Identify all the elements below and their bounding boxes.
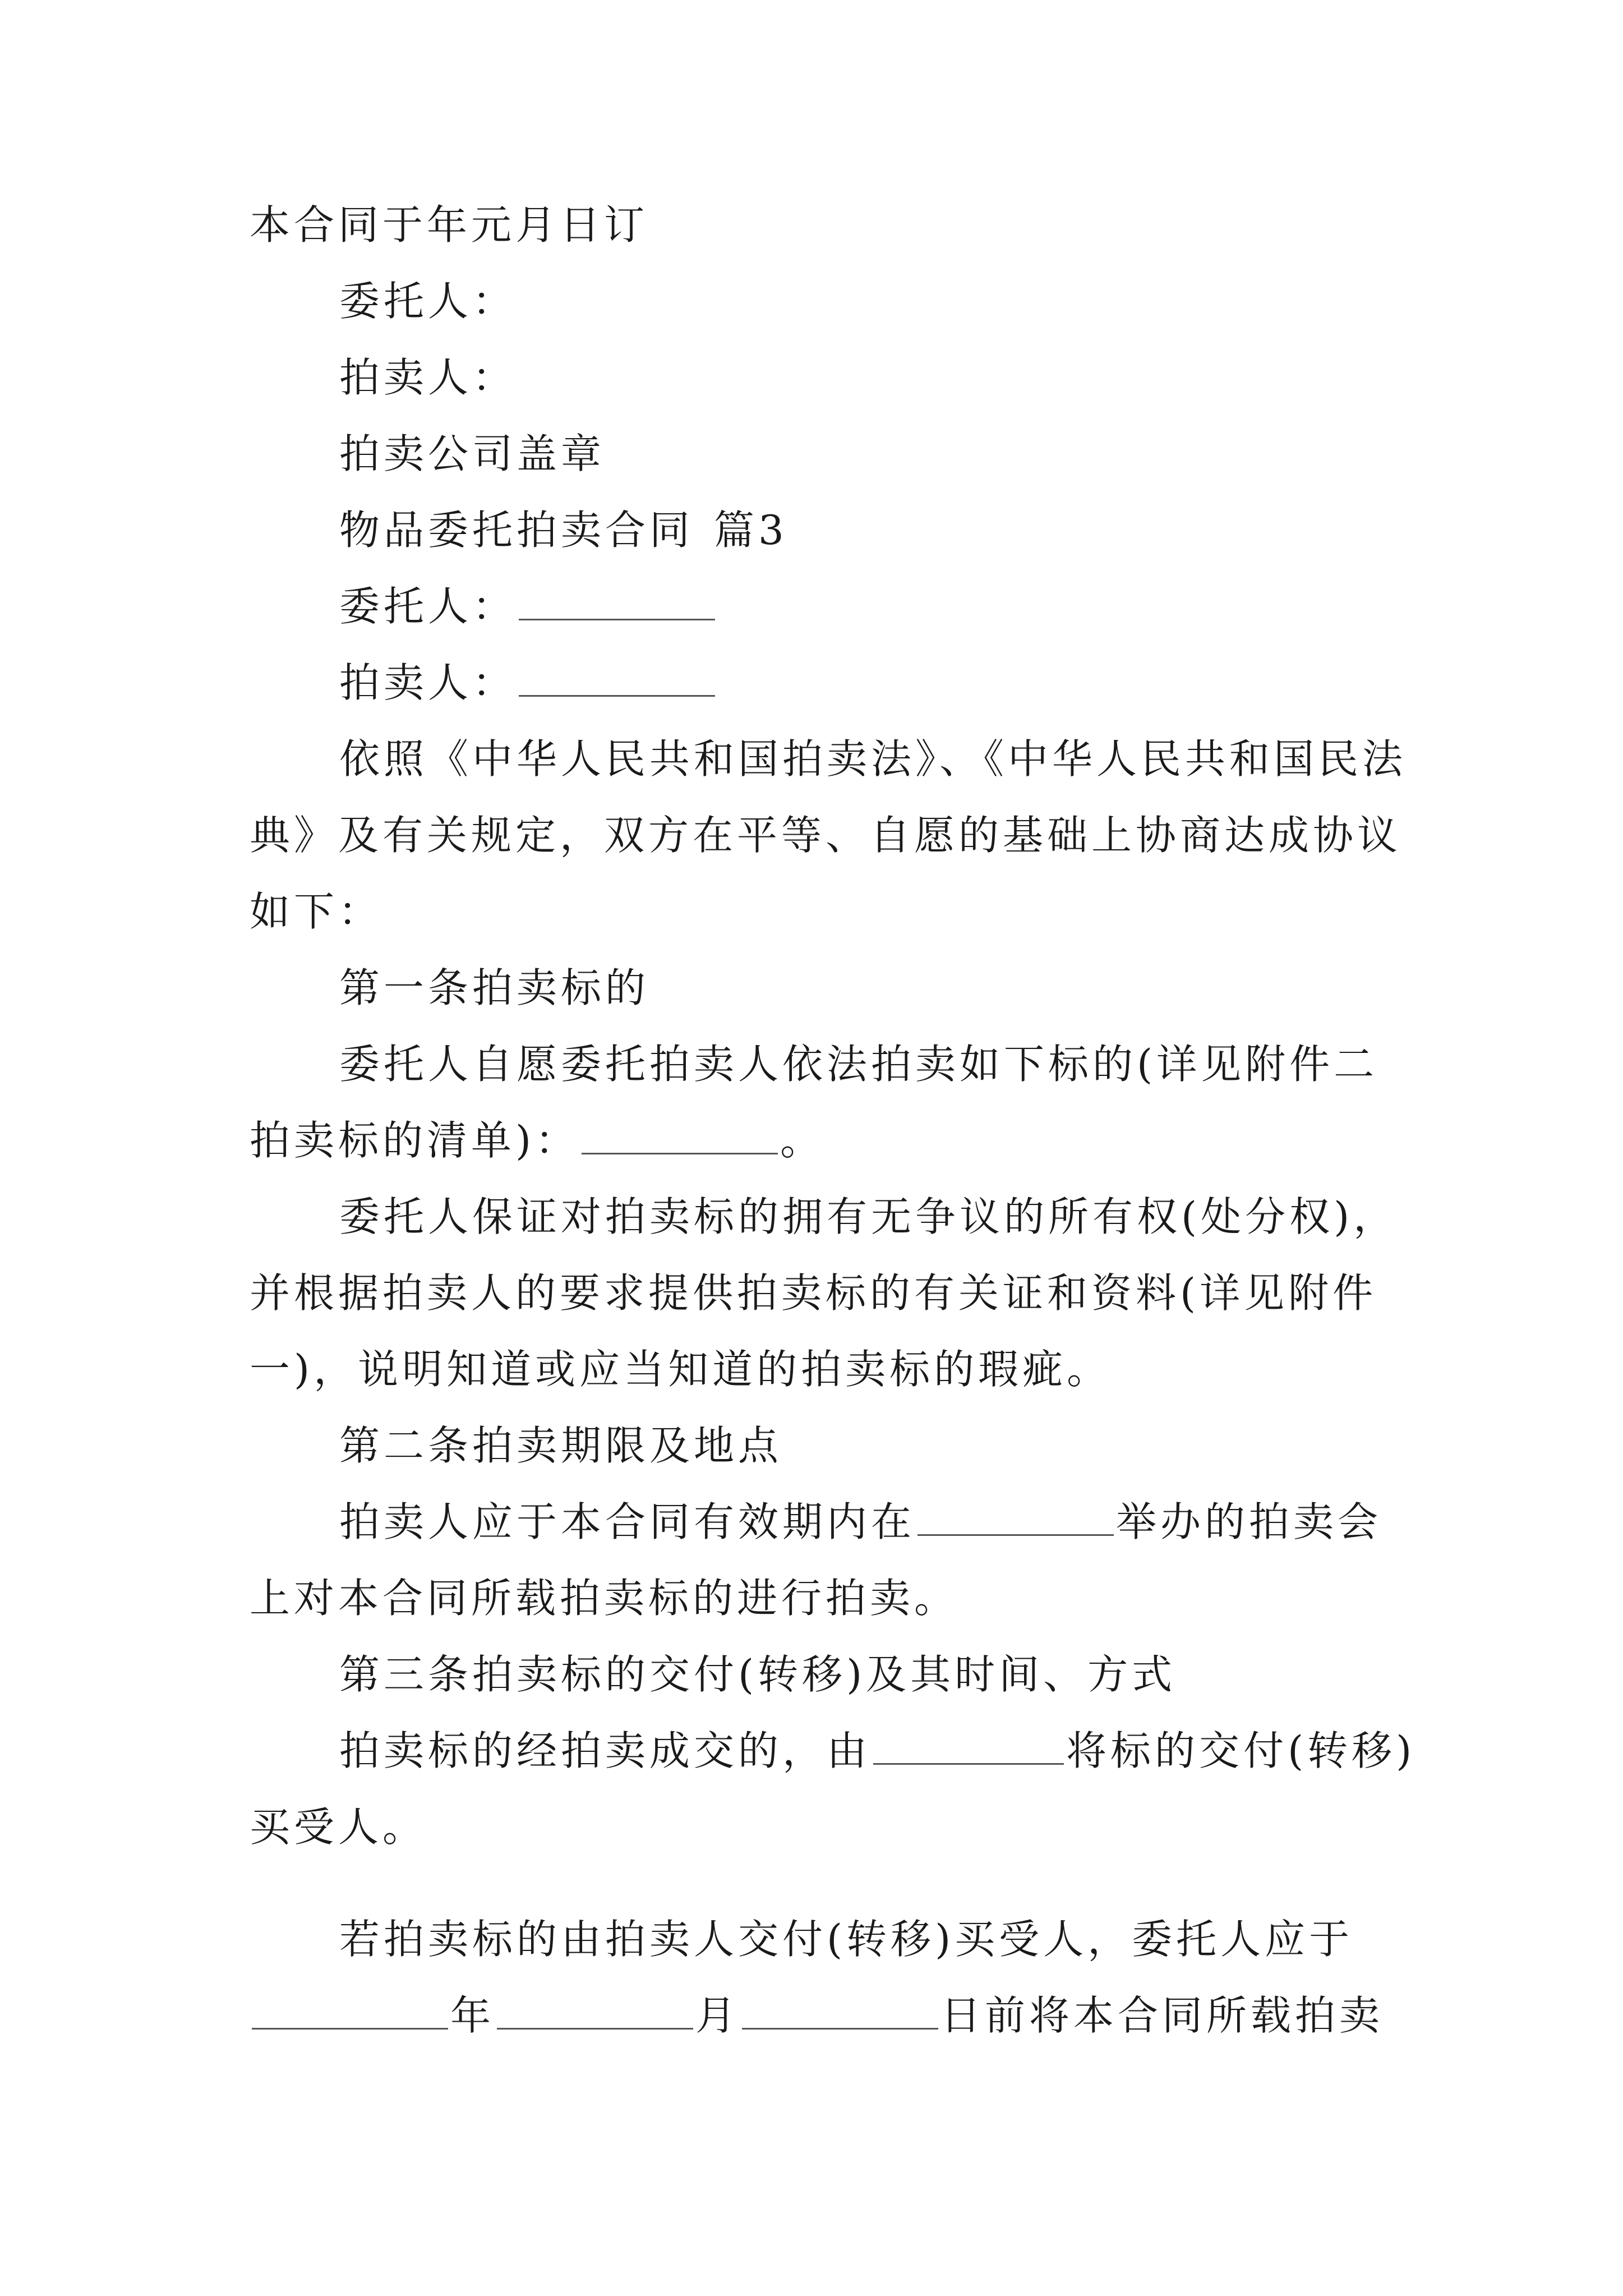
section-heading xyxy=(339,503,1489,557)
paragraph-line xyxy=(250,1114,1399,1167)
auctioneer-field-label: 拍卖人： xyxy=(339,659,517,706)
paragraph-line xyxy=(250,808,1402,862)
paragraph-line xyxy=(339,732,1489,786)
paragraph-line xyxy=(250,1342,1399,1396)
paragraph-text-tail: 将标的交付(转移) xyxy=(1066,1727,1416,1774)
auction-items-blank xyxy=(582,1119,778,1154)
month-label: 月 xyxy=(695,1992,740,2039)
auctioneer-signature-line xyxy=(339,351,1489,404)
article-title: 第一条拍卖标的 xyxy=(339,964,650,1011)
paragraph-text: 并根据拍卖人的要求提供拍卖标的有关证和资料(详见附件 xyxy=(250,1269,1377,1317)
paragraph-text-tail: 举办的拍卖会 xyxy=(1116,1498,1382,1545)
paragraph-line xyxy=(339,1495,1489,1549)
year-blank xyxy=(252,1994,448,2030)
company-seal-text: 拍卖公司盖章 xyxy=(339,430,606,477)
paragraph-line xyxy=(339,1037,1489,1091)
paragraph-line xyxy=(250,885,1399,938)
paragraph-text: 上对本合同所载拍卖标的进行拍卖。 xyxy=(250,1575,959,1622)
year-label: 年 xyxy=(450,1992,495,2039)
auctioneer-label: 拍卖人： xyxy=(339,354,517,401)
paragraph-text: 拍卖标的清单)： xyxy=(250,1117,580,1164)
paragraph-line xyxy=(339,1190,1489,1244)
month-blank xyxy=(497,1994,693,2030)
company-seal-line xyxy=(339,427,1489,481)
paragraph-text: 依照《中华人民共和国拍卖法》、《中华人民共和国民法 xyxy=(339,735,1407,783)
article-title: 第三条拍卖标的交付(转移)及其时间、方式 xyxy=(339,1651,1177,1698)
paragraph-text: 委托人自愿委托拍卖人依法拍卖如下标的(详见附件二 xyxy=(339,1041,1378,1088)
paragraph-text: 买受人。 xyxy=(250,1803,427,1851)
paragraph-text: 若拍卖标的由拍卖人交付(转移)买受人，委托人应于 xyxy=(339,1916,1354,1963)
auctioneer-name-blank xyxy=(519,661,715,697)
client-field-label: 委托人： xyxy=(339,583,517,630)
paragraph-line xyxy=(339,1724,1489,1778)
paragraph-text-tail: 日前将本合同所载拍卖 xyxy=(940,1992,1384,2039)
contract-date-line xyxy=(250,198,1399,252)
paragraph-text: 拍卖人应于本合同有效期内在 xyxy=(339,1498,916,1545)
article-2-heading xyxy=(339,1419,1489,1473)
article-3-heading xyxy=(339,1648,1489,1701)
paragraph-text: 拍卖标的经拍卖成交的，由 xyxy=(339,1727,872,1774)
paragraph-text: 一)，说明知道或应当知道的拍卖标的瑕疵。 xyxy=(250,1346,1112,1393)
article-1-heading xyxy=(339,961,1489,1015)
client-name-blank xyxy=(519,585,715,620)
paragraph-line xyxy=(250,1266,1399,1320)
paragraph-text: 委托人保证对拍卖标的拥有无争议的所有权(处分权)， xyxy=(339,1193,1398,1240)
section-number: 篇3 xyxy=(714,507,788,554)
paragraph-text: 如下： xyxy=(250,888,383,935)
paragraph-line xyxy=(339,1912,1489,1966)
delivery-party-blank xyxy=(873,1729,1064,1765)
day-blank xyxy=(742,1994,938,2030)
auctioneer-field-line xyxy=(339,656,1489,710)
date-fields-line xyxy=(250,1989,1399,2042)
paragraph-line xyxy=(250,1800,1399,1854)
paragraph-text-tail: 。 xyxy=(780,1117,825,1164)
client-signature-line xyxy=(339,274,1489,328)
auction-venue-blank xyxy=(917,1501,1114,1536)
article-title: 第二条拍卖期限及地点 xyxy=(339,1422,783,1469)
client-label: 委托人： xyxy=(339,278,517,325)
section-title: 物品委托拍卖合同 xyxy=(339,507,694,554)
client-field-line xyxy=(339,579,1489,633)
paragraph-text: 典》及有关规定，双方在平等、自愿的基础上协商达成协议 xyxy=(250,812,1402,859)
paragraph-line xyxy=(250,1571,1399,1625)
contract-date-text: 本合同于年元月日订 xyxy=(250,201,649,249)
